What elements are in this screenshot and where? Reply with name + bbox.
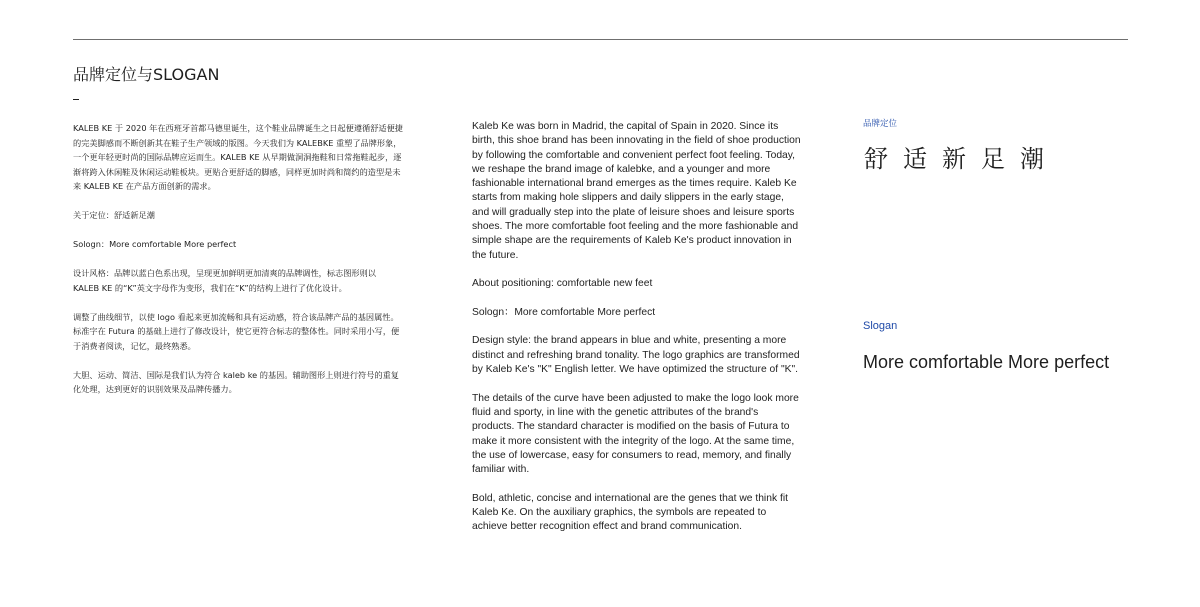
- en-paragraph-genes: Bold, athletic, concise and international are the genes that we think fit Kaleb Ke. On the auxiliary graphics, the symbols are repeated to achieve better recognition effect and brand communication.: [472, 492, 788, 533]
- cn-paragraph-curve-details: 调整了曲线细节，以使 logo 看起来更加流畅和具有运动感，符合该品牌产品的基因属性。标准字在 Futura 的基础上进行了修改设计，使它更符合标志的整体性。同时采用小写，便于消费者阅读，记忆，最终熟悉。: [73, 311, 400, 351]
- top-divider: [73, 39, 1128, 40]
- en-paragraph-intro: Kaleb Ke was born in Madrid, the capital of Spain in 2020. Since its birth, this shoe brand has been innovating in the field of shoe production by following the comfortable and convenient perfect foot feeling. Today, we reshape the brand image of kalebke, and a younger and more fashionable international brand emerges as the times require. Kaleb Ke starts from making hole slippers and daily slippers in the early stage, and will gradually step into the plate of leisure shoes and leisure sports shoes. The more comfortable foot feeling and the more fashionable and simple shape are the requirements of Kaleb Ke's product innovation in the future.: [472, 121, 801, 261]
- slogan-label: Slogan: [863, 320, 898, 332]
- positioning-text: 舒适新足潮: [864, 145, 1059, 173]
- en-paragraph-slogan: Sologn：More comfortable More perfect: [472, 306, 656, 318]
- cn-paragraph-genes: 大胆、运动、简洁、国际是我们认为符合 kaleb ke 的基因。辅助图形上则进行符号的重复化处理，达到更好的识别效果及品牌传播力。: [73, 369, 399, 394]
- chinese-description-column: [73, 121, 403, 411]
- en-paragraph-curve-details: The details of the curve have been adjusted to make the logo look more fluid and sporty, in line with the genetic attributes of the brand's products. The standard character is modified on the basis of Futura to make it more consistent with the integrity of the logo. At the same time, the use of lowercase, easy for consumers to read, memory, and finally familiar with.: [472, 392, 799, 476]
- cn-paragraph-design-style: 设计风格：品牌以蓝白色系出现，呈现更加鲜明更加清爽的品牌调性，标志图形则以 KALEB KE 的“K”英文字母作为变形，我们在“K”的结构上进行了优化设计。: [73, 268, 376, 293]
- cn-paragraph-slogan: Sologn：More comfortable More perfect: [73, 239, 237, 249]
- page-title: 品牌定位与SLOGAN: [73, 65, 220, 84]
- en-paragraph-positioning: About positioning: comfortable new feet: [472, 278, 653, 290]
- english-description-column: [472, 120, 802, 549]
- cn-paragraph-intro: KALEB KE 于 2020 年在西班牙首都马德里诞生，这个鞋业品牌诞生之日起便遵循舒适便捷的完美脚感而不断创新其在鞋子生产领域的版图。今天我们为 KALEBKE 重塑了品牌形象，一个更年轻更时尚的国际品牌应运而生。KALEB KE 从早期做洞洞拖鞋和日常拖鞋起步，逐渐将跨入休闲鞋及休闲运动鞋板块。更贴合更舒适的脚感，同样更加时尚和简约的造型是未来 KALEB KE 在产品方面创新的需求。: [73, 123, 403, 191]
- title-dash: [73, 99, 79, 100]
- positioning-label: 品牌定位: [863, 119, 898, 129]
- cn-paragraph-positioning: 关于定位：舒适新足潮: [73, 210, 155, 220]
- slogan-text: More comfortable More perfect: [863, 352, 1110, 372]
- en-paragraph-design-style: Design style: the brand appears in blue and white, presenting a more distinct and refreshing brand tonality. The logo graphics are transformed by Kaleb Ke's "K" English letter. We have optimized the structure of "K".: [472, 335, 800, 376]
